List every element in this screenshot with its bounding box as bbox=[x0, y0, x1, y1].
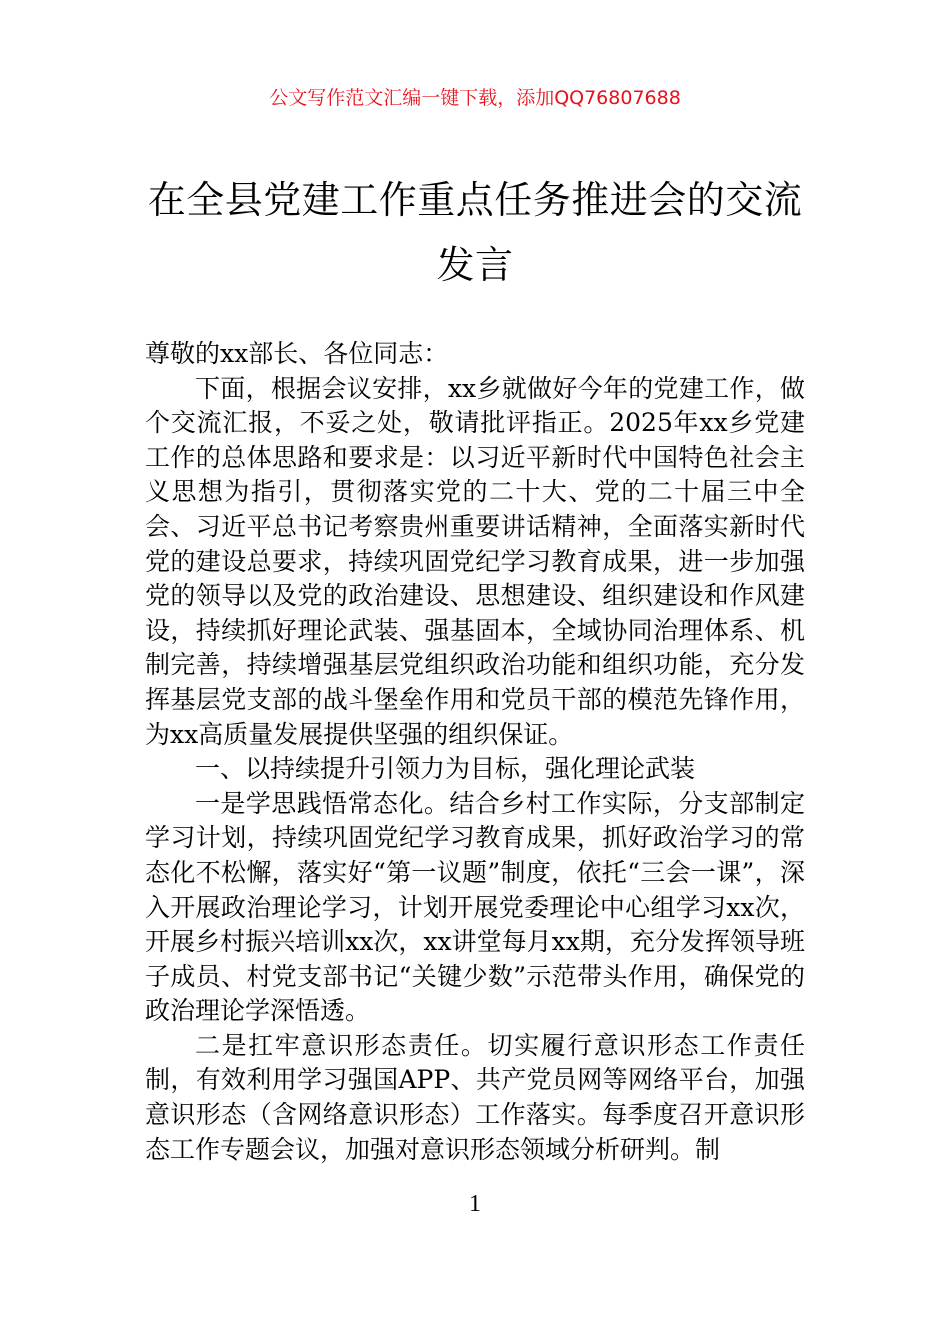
document-title: 在全县党建工作重点任务推进会的交流发言 bbox=[147, 178, 803, 287]
page-number: 1 bbox=[469, 1191, 481, 1217]
salutation: 尊敬的xx部长、各位同志： bbox=[145, 339, 449, 368]
section-heading-1: 一、以持续提升引领力为目标，强化理论武装 bbox=[195, 754, 696, 784]
intro-paragraph: 下面，根据会议安排，xx乡就做好今年的党建工作，做个交流汇报，不妥之处，敬请批评指正。2025年xx乡党建工作的总体思路和要求是：以习近平新时代中国特色社会主义思想为指引，贯彻落实党的二十大、党的二十届三中全会、习近平总书记考察贵州重要讲话精神，全面落实新时代党的建设总要求，持续巩固党纪学习教育成果，进一步加强党的领导以及党的政治建设、思想建设、组织建设和作风建设，持续抓好理论武装、强基固本，全域协同治理体系、机制完善，持续增强基层党组织政治功能和组织功能，充分发挥基层党支部的战斗堡垒作用和党员干部的模范先锋作用，为xx高质量发展提供坚强的组织保证。 bbox=[145, 373, 805, 749]
download-ad-banner[interactable]: 公文写作范文汇编一键下载，添加QQ76807688 bbox=[269, 87, 681, 109]
body-paragraph-1: 一是学思践悟常态化。结合乡村工作实际，分支部制定学习计划，持续巩固党纪学习教育成果，抓好政治学习的常态化不松懈，落实好“第一议题”制度，依托“三会一课”，深入开展政治理论学习，计划开展党委理论中心组学习xx次，开展乡村振兴培训xx次，xx讲堂每月xx期，充分发挥领导班子成员、村党支部书记“关键少数”示范带头作用，确保党的政治理论学深悟透。 bbox=[145, 788, 805, 1026]
document-body bbox=[145, 337, 805, 1167]
body-paragraph-2: 二是扛牢意识形态责任。切实履行意识形态工作责任制，有效利用学习强国APP、共产党员网等网络平台，加强意识形态（含网络意识形态）工作落实。每季度召开意识形态工作专题会议，加强对意识形态领域分析研判。制 bbox=[145, 1030, 805, 1164]
